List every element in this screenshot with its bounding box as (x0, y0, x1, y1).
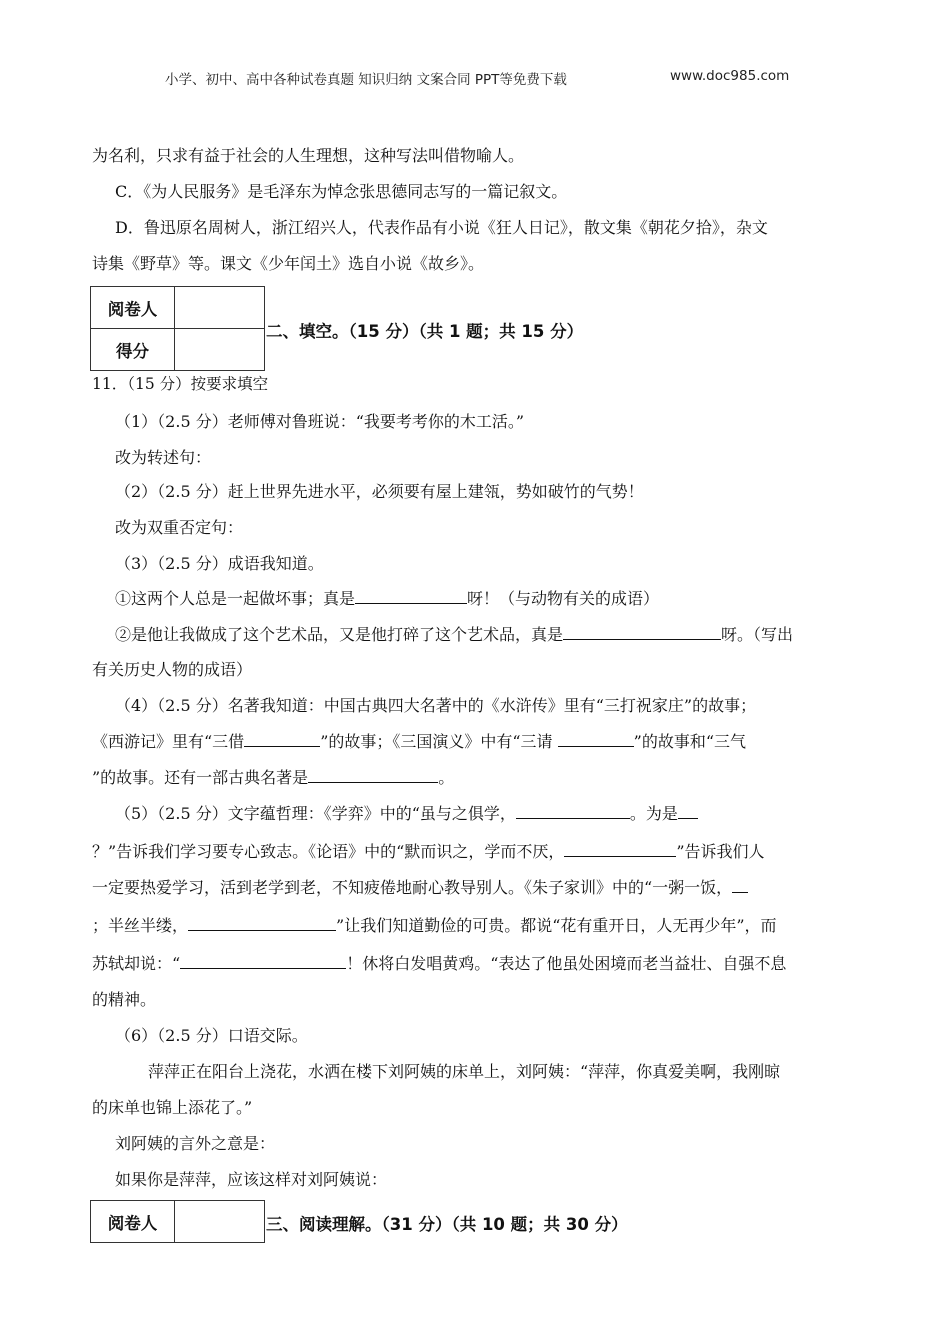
q11-part5-line3 (92, 874, 748, 902)
q11-part5-text3: ？”告诉我们学习要专心致志。《论语》中的“默而识之，学而不厌， (92, 842, 565, 861)
q11-part4-text5: 。 (438, 768, 455, 787)
q11-part5-text1: （5）（2.5 分）文字蕴哲理：《学弈》中的“虽与之俱学， (115, 804, 516, 823)
three-borrow-blank[interactable] (244, 728, 320, 747)
q11-part4-text4: ”的故事。还有一部古典名著是 (92, 768, 309, 787)
q11-part5-line4 (92, 912, 777, 940)
q11-part4-text1: 《西游记》里有“三借 (92, 732, 245, 751)
idiom-animal-blank[interactable] (355, 585, 467, 604)
reviewer-cell-2[interactable] (175, 1201, 265, 1243)
q11-part3-item2-pre: ②是他让我做成了这个艺术品，又是他打碎了这个艺术品，真是 (115, 625, 564, 644)
q11-part6-story1: 萍萍正在阳台上浇花，水洒在楼下刘阿姨的床单上，刘阿姨：“萍萍，你真爱美啊，我刚晾 (148, 1062, 781, 1081)
xueyi-blank[interactable] (516, 800, 630, 819)
q11-part4-line3 (92, 764, 454, 792)
q11-part5-text2: 。为是 (629, 804, 678, 823)
q11-part5-text9: ！休将白发唱黄鸡。“表达了他虽处困境而老当益壮、自强不息 (346, 954, 787, 973)
header-text: 小学、初中、高中各种试卷真题 知识归纳 文案合同 PPT等免费下载 (165, 72, 567, 88)
reviewer-cell[interactable] (175, 287, 265, 329)
q11-part5-text5: 一定要热爱学习，活到老学到老，不知疲倦地耐心教导别人。《朱子家训》中的“一粥一饭， (92, 878, 733, 897)
three-invite-blank[interactable] (558, 728, 634, 747)
score-table-2 (90, 1200, 265, 1243)
score-table (90, 286, 265, 371)
q11-part5-text6: ；半丝半缕， (92, 916, 189, 935)
q11-part6-q2: 如果你是萍萍，应该这样对刘阿姨说： (115, 1170, 388, 1189)
reviewer-label-2: 阅卷人 (91, 1201, 175, 1243)
q11-part5-text7: ”让我们知道勤俭的可贵。都说“花有重开日，人无再少年”，而 (336, 916, 777, 935)
q11-part5 (115, 800, 698, 828)
q11-part3-item2 (115, 621, 793, 649)
score-label: 得分 (91, 329, 175, 371)
q11-part4-text2: ”的故事；《三国演义》中有“三请 (320, 732, 558, 751)
option-c: C．《为人民服务》是毛泽东为悼念张思德同志写的一篇记叙文。 (115, 182, 568, 201)
q11-part2-task: 改为双重否定句： (115, 518, 244, 537)
lunyu-blank[interactable] (564, 838, 676, 857)
q11-part5-text4: ”告诉我们人 (676, 842, 765, 861)
idiom-history-blank[interactable] (563, 621, 721, 640)
classic-novel-blank[interactable] (308, 764, 438, 783)
zhuzi-blank-2[interactable] (188, 912, 336, 931)
q11-part6-q1: 刘阿姨的言外之意是： (115, 1134, 276, 1153)
section-2-title: 二、填空。（15 分）（共 1 题；共 15 分） (266, 322, 584, 341)
zhuzi-blank-1[interactable] (732, 874, 748, 893)
score-cell[interactable] (175, 329, 265, 371)
q11-part1-task: 改为转述句： (115, 448, 212, 467)
q11-part3-item1 (115, 585, 659, 613)
sushi-blank[interactable] (180, 950, 346, 969)
q11-part6-story2: 的床单也锦上添花了。” (92, 1098, 253, 1117)
q11-part4: （4）（2.5 分）名著我知道：中国古典四大名著中的《水浒传》里有“三打祝家庄”的故事； (115, 696, 757, 715)
reviewer-label: 阅卷人 (91, 287, 175, 329)
cont-line: 为名利，只求有益于社会的人生理想，这种写法叫借物喻人。 (92, 146, 525, 165)
q11-part5-line5 (92, 950, 786, 978)
q11-part5-text8: 苏轼却说：“ (92, 954, 181, 973)
q11-part3: （3）（2.5 分）成语我知道。 (115, 554, 324, 573)
q11-part3-item1-pre: ①这两个人总是一起做坏事；真是 (115, 589, 356, 608)
q11-part3-item2-post: 呀。（写出 (721, 625, 794, 644)
q11-part3-item2-cont: 有关历史人物的成语） (92, 660, 253, 679)
q11-part4-text3: ”的故事和“三气 (633, 732, 747, 751)
q11-part3-item1-post: 呀！（与动物有关的成语） (467, 589, 660, 608)
question-11-stem: 11．（15 分）按要求填空 (92, 375, 269, 393)
header-url[interactable]: www.doc985.com (670, 68, 790, 84)
q11-part5-line6: 的精神。 (92, 990, 157, 1009)
q11-part5-line2 (92, 838, 765, 866)
q11-part2: （2）（2.5 分）赶上世界先进水平，必须要有屋上建瓴，势如破竹的气势！ (115, 482, 644, 501)
section-3-title: 三、阅读理解。（31 分）（共 10 题；共 30 分） (266, 1215, 628, 1234)
option-d-line1: D．鲁迅原名周树人，浙江绍兴人，代表作品有小说《狂人日记》，散文集《朝花夕拾》，杂文 (115, 218, 768, 237)
q11-part4-line2 (92, 728, 746, 756)
q11-part1: （1）（2.5 分）老师傅对鲁班说：“我要考考你的木工活。” (115, 412, 525, 431)
weishi-blank[interactable] (678, 800, 698, 819)
q11-part6: （6）（2.5 分）口语交际。 (115, 1026, 308, 1045)
option-d-line2: 诗集《野草》等。课文《少年闰土》选自小说《故乡》。 (92, 254, 485, 273)
